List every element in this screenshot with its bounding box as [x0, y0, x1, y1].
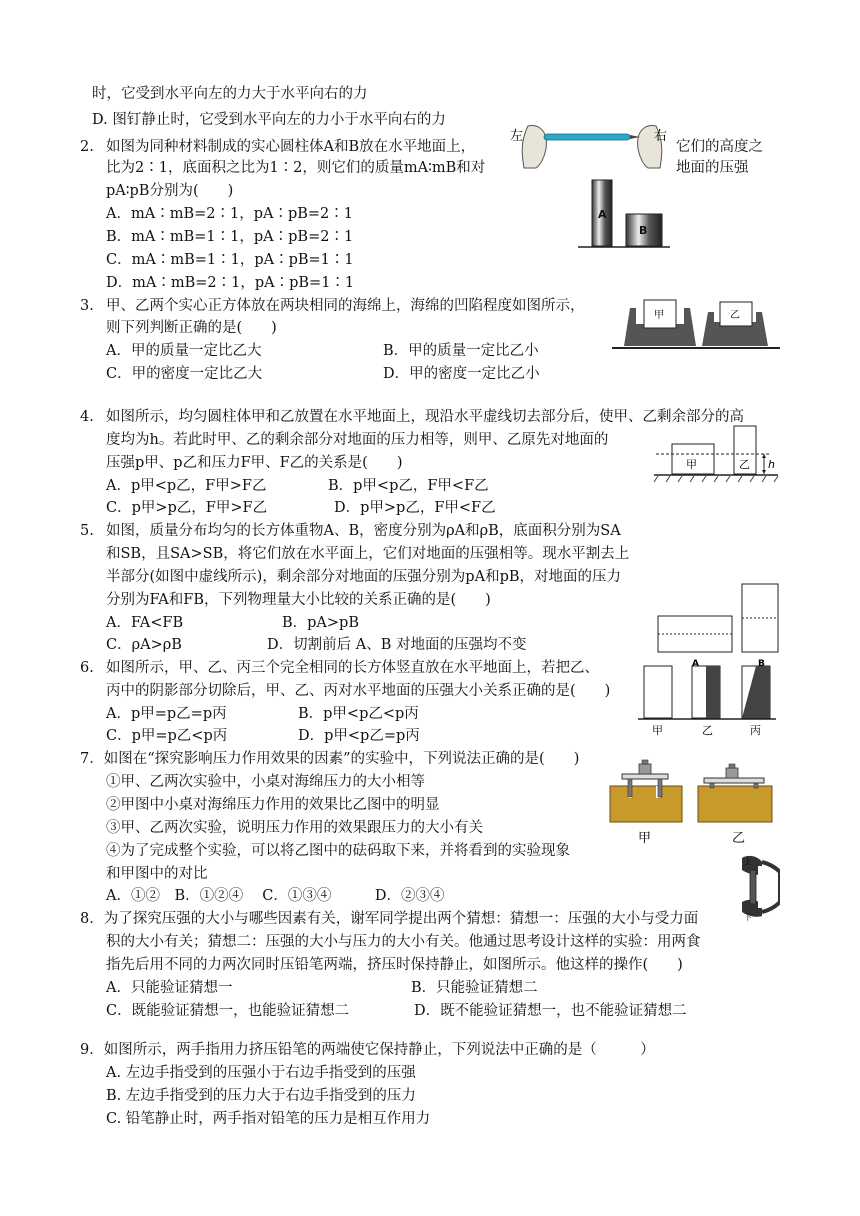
q8-stem-line2: 积的大小有关；猜想二：压强的大小与压力的大小有关。他通过思考设计这样的实验：用两食 — [106, 934, 701, 950]
q5-stem-line3: 半部分(如图中虚线所示)，剩余部分对地面的压强分别为pA和pB，对地面的压力 — [106, 569, 622, 585]
q8-stem-line3: 指先后用不同的力两次同时压铅笔两端，挤压时保持静止，如图所示。他这样的操作( ) — [106, 957, 683, 973]
label-jia: 甲 — [638, 831, 652, 846]
q3-option-c: C．甲的密度一定比乙大 — [106, 366, 263, 382]
label-jia: 甲 — [652, 724, 663, 737]
cylinders-figure — [576, 176, 672, 254]
q2-stem-line1: 如图为同种材料制成的实心圆柱体A和B放在水平地面上， — [106, 139, 476, 155]
label-up: 上 — [744, 857, 752, 866]
label-h: h — [768, 458, 775, 471]
q6-stem-line1: 如图所示，甲、乙、丙三个完全相同的长方体竖直放在水平地面上，若把乙、 — [106, 660, 599, 676]
q9-option-c: C. 铅笔静止时，两手指对铅笔的压力是相互作用力 — [106, 1111, 431, 1127]
q3-option-b: B．甲的质量一定比乙小 — [383, 343, 539, 359]
sponge-jia — [610, 786, 682, 822]
q4-number: 4. — [80, 409, 94, 425]
q7-options: A．①② B．①②④ C．①③④ D．②③④ — [106, 888, 445, 904]
q5-stem-line2: 和SB，且SA>SB，将它们放在水平面上，它们对地面的压强相等。现水平割去上 — [106, 546, 630, 562]
q9-option-b: B. 左边手指受到的压力大于右边手指受到的压力 — [106, 1088, 416, 1104]
q2-stem-line2-right: 地面的压强 — [676, 160, 749, 176]
q4-option-a: A．p甲<p乙，F甲>F乙 — [106, 478, 267, 494]
pushpin-body — [544, 134, 630, 140]
q7-statement-4-cont: 和甲图中的对比 — [106, 866, 208, 882]
label-left: 左 — [510, 129, 524, 144]
q2-stem-line1-right: 它们的高度之 — [676, 139, 763, 155]
q5-option-d: D．切割前后 A、B 对地面的压强均不变 — [267, 637, 527, 653]
table-top-yi — [704, 778, 764, 783]
q7-stem: 7．如图在“探究影响压力作用效果的因素”的实验中，下列说法正确的是( ) — [80, 751, 580, 767]
label-down: 下 — [744, 913, 752, 922]
q5-number: 5. — [80, 523, 94, 539]
q4-option-c: C．p甲>p乙，F甲>F乙 — [106, 500, 268, 516]
q2-option-a: A．mA∶mB=2∶1，pA∶pB=2∶1 — [106, 206, 353, 222]
label-jia: 甲 — [686, 458, 697, 471]
label-right: 右 — [654, 129, 668, 144]
q8-option-b: B．只能验证猜想二 — [411, 980, 538, 996]
q7-statement-3: ③甲、乙两次实验，说明压力作用的效果跟压力的大小有关 — [106, 820, 483, 836]
q7-statement-1: ①甲、乙两次实验中，小桌对海绵压力的大小相等 — [106, 774, 425, 790]
pencil — [750, 870, 756, 904]
table-leg-jia-left — [628, 779, 632, 797]
blocks-ab-figure — [654, 582, 780, 656]
q8-option-a: A．只能验证猜想一 — [106, 980, 233, 996]
q2-number: 2. — [80, 139, 94, 155]
q2-option-d: D．mA∶mB=2∶1，pA∶pB=1∶1 — [106, 275, 355, 291]
q2-option-b: B．mA∶mB=1∶1，pA∶pB=2∶1 — [106, 229, 354, 245]
table-sponge-figure — [606, 756, 778, 846]
pencil-figure — [736, 852, 780, 922]
q6-option-b: B．p甲<p乙<p丙 — [298, 706, 419, 722]
label-a: A — [598, 208, 607, 221]
label-a: A — [692, 659, 699, 669]
q5-option-a: A．FA<FB — [106, 615, 184, 631]
left-finger — [522, 126, 546, 169]
q3-option-d: D．甲的密度一定比乙小 — [383, 366, 540, 382]
label-yi: 乙 — [739, 458, 750, 471]
q7-statement-4: ④为了完成整个实验，可以将乙图中的砝码取下来，并将看到的实验现象 — [106, 843, 570, 859]
weight-yi — [726, 768, 738, 778]
q4-stem-line1: 如图所示，均匀圆柱体甲和乙放置在水平地面上，现沿水平虚线切去部分后，使甲、乙剩余部分的高 — [106, 409, 744, 425]
label-b: B — [639, 224, 648, 237]
table-top-jia — [622, 774, 668, 779]
label-yi: 乙 — [730, 310, 740, 321]
q2-option-c: C．mA∶mB=1∶1，pA∶pB=1∶1 — [106, 252, 354, 268]
q8-option-c: C．既能验证猜想一，也能验证猜想二 — [106, 1003, 350, 1019]
label-yi: 乙 — [732, 831, 746, 846]
block-yi-shaded — [706, 666, 720, 718]
q6-option-c: C．p甲=p乙<p丙 — [106, 728, 228, 744]
q4-stem-line3: 压强p甲、p乙和压力F甲、F乙的关系是( ) — [106, 455, 403, 471]
q5-stem-line1: 如图，质量分布均匀的长方体重物A、B，密度分别为ρA和ρB，底面积分别为SA — [106, 523, 621, 539]
three-blocks-figure — [636, 658, 778, 738]
cylinder-cut-figure — [652, 422, 782, 484]
q4-stem-line2: 度均为h。若此时甲、乙的剩余部分对地面的压力相等，则甲、乙原先对地面的 — [106, 432, 609, 448]
q3-stem-line2: 则下列判断正确的是( ) — [106, 320, 277, 336]
q6-stem-line2: 丙中的阴影部分切除后，甲、乙、丙对水平地面的压强大小关系正确的是( ) — [106, 683, 611, 699]
q7-statement-2: ②甲图中小桌对海绵压力作用的效果比乙图中的明显 — [106, 797, 440, 813]
q1-option-d: D. 图钉静止时，它受到水平向左的力小于水平向右的力 — [92, 112, 446, 128]
q9-option-a: A. 左边手指受到的压强小于右边手指受到的压强 — [106, 1065, 416, 1081]
q6-option-a: A．p甲=p乙=p丙 — [106, 706, 227, 722]
q2-stem-line2: 比为2∶1，底面积之比为1∶2，则它们的质量mA∶mB和对 — [106, 160, 486, 176]
q5-stem-line4: 分别为FA和FB，下列物理量大小比较的关系正确的是( ) — [106, 592, 491, 608]
q9-stem: 9．如图所示，两手指用力挤压铅笔的两端使它保持静止，下列说法中正确的是（ ） — [80, 1042, 655, 1058]
q3-option-a: A．甲的质量一定比乙大 — [106, 343, 262, 359]
sponge-yi — [698, 786, 772, 822]
q1-line-tail: 时，它受到水平向左的力大于水平向右的力 — [92, 86, 368, 102]
q3-stem-line1: 甲、乙两个实心正方体放在两块相同的海绵上，海绵的凹陷程度如图所示， — [106, 298, 585, 314]
q8-option-d: D．既不能验证猜想一，也不能验证猜想二 — [414, 1003, 687, 1019]
table-leg-jia-right — [658, 779, 662, 797]
block-jia — [644, 666, 672, 718]
q6-option-d: D．p甲<p乙=p丙 — [298, 728, 420, 744]
label-b: B — [758, 659, 765, 669]
q5-option-b: B．pA>pB — [282, 615, 359, 631]
q4-option-b: B．p甲<p乙，F甲<F乙 — [328, 478, 489, 494]
q8-stem-line1: 8．为了探究压强的大小与哪些因素有关，谢军同学提出两个猜想：猜想一：压强的大小与受力面 — [80, 911, 699, 927]
q4-option-d: D．p甲>p乙，F甲<F乙 — [334, 500, 496, 516]
label-yi: 乙 — [702, 724, 713, 737]
label-bing: 丙 — [750, 724, 761, 737]
label-jia: 甲 — [654, 310, 664, 321]
weight-jia — [639, 764, 651, 774]
q5-option-c: C．ρA>ρB — [106, 637, 182, 653]
pushpin-figure — [506, 118, 676, 174]
q6-number: 6. — [80, 660, 94, 676]
q2-stem-line3: pA∶pB分别为( ) — [106, 183, 234, 199]
sponge-figure — [612, 296, 782, 354]
q3-number: 3. — [80, 298, 94, 314]
